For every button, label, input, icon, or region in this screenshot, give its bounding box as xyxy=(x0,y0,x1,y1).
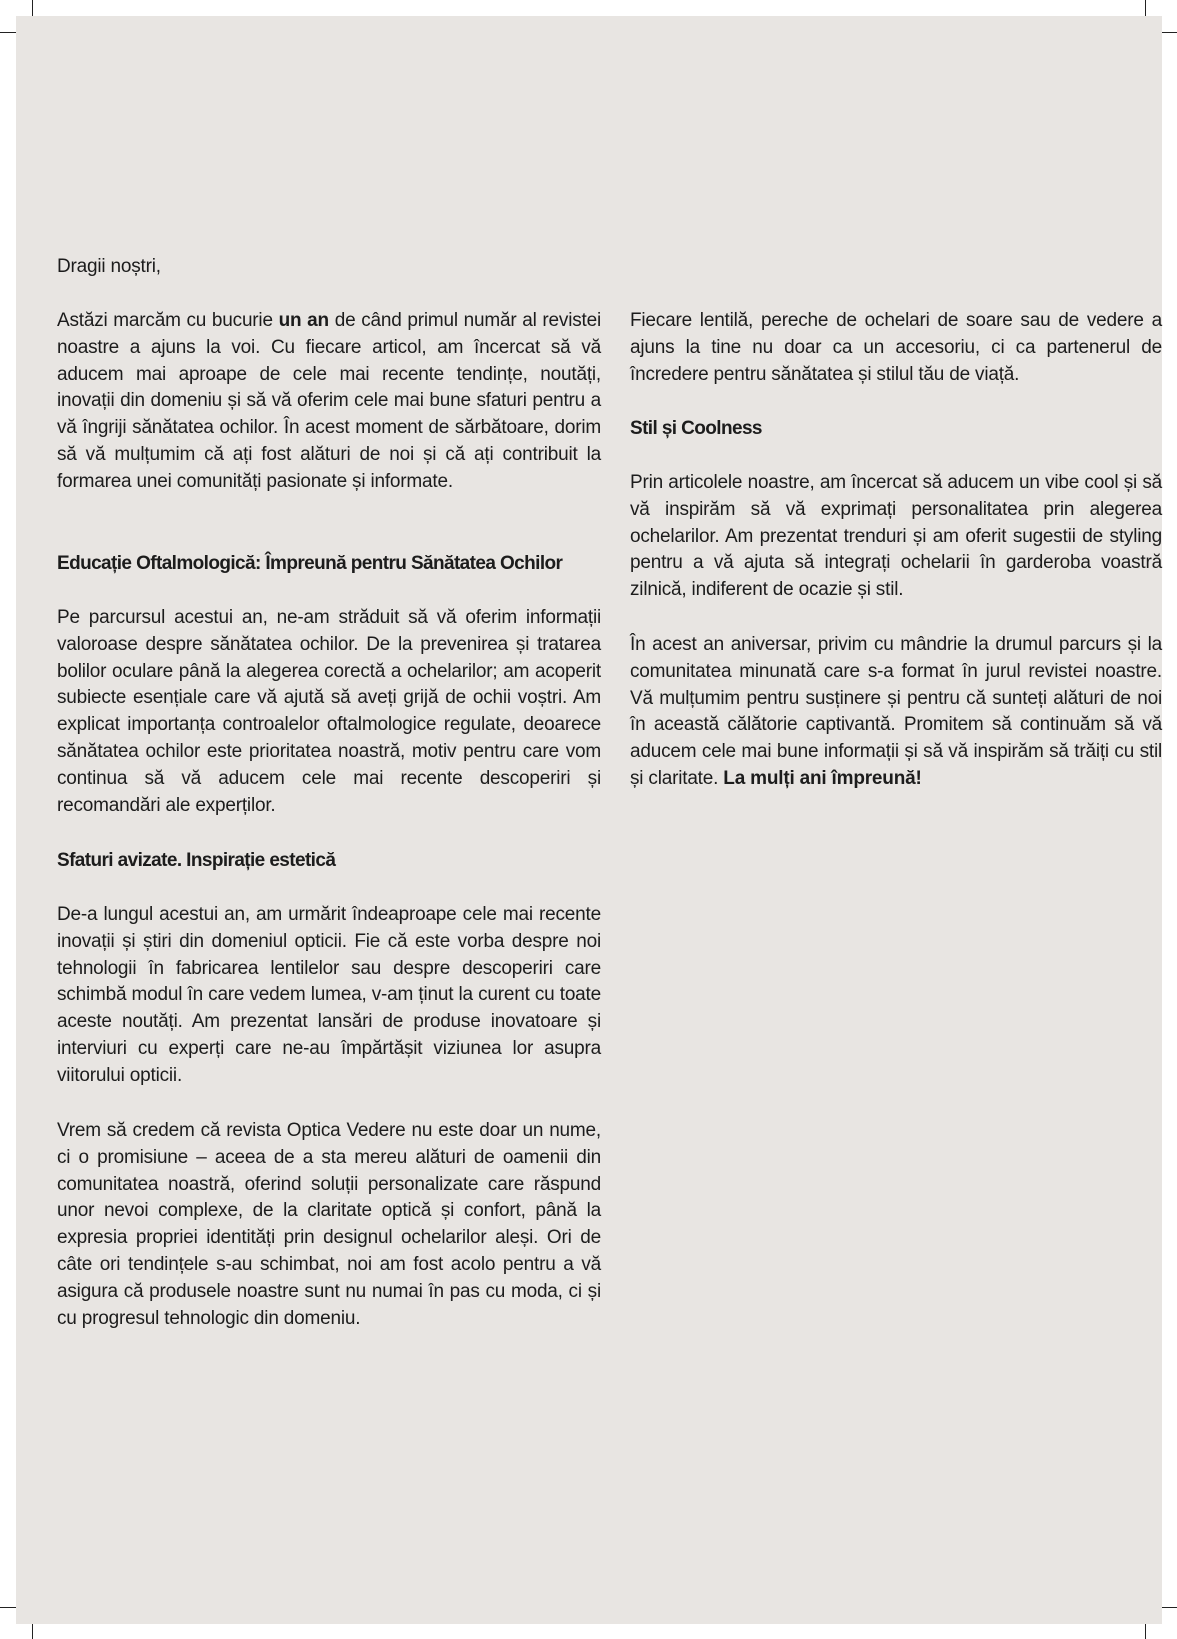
crop-mark-bottom-left-h xyxy=(0,1607,16,1608)
intro-text-start: Astăzi marcăm cu bucurie xyxy=(57,310,279,331)
right-intro-paragraph: Fiecare lentilă, pereche de ochelari de soare sau de vedere a ajuns la tine nu doar ca un accesoriu, ci ca partenerul de încredere pentru sănătatea și stilul tău de viață. xyxy=(630,310,1162,385)
intro-paragraph xyxy=(57,308,601,496)
crop-mark-top-right-v xyxy=(1145,0,1146,16)
closing-paragraph-left: Vrem să credem că revista Optica Vedere nu este doar un nume, ci o promisiune – aceea de a sta mereu alături de oamenii din comunitatea noastră, oferind soluții personalizate care răspund unor nevoi complexe, de la claritate optică și confort, până la expresia propriei identități prin designul ochelarilor aleși. Ori de câte ori tendințele s-au schimbat, noi am fost acolo pentru a vă asigura că produsele noastre sunt nu numai în pas cu moda, ci și cu progresul tehnologic din domeniu. xyxy=(57,1120,601,1329)
greeting: Dragii noștri, xyxy=(57,256,161,277)
magazine-page xyxy=(16,16,1162,1624)
closing-signoff: La mulți ani împreună! xyxy=(723,767,922,789)
intro-highlight: un an xyxy=(278,310,329,331)
crop-mark-bottom-left-v xyxy=(32,1623,33,1639)
section-heading-advice: Sfaturi avizate. Inspirație estetică xyxy=(57,850,336,871)
section-heading-education: Educație Oftalmologică: Împreună pentru Sănătatea Ochilor xyxy=(57,553,563,574)
section-body-style: Prin articolele noastre, am încercat să aducem un vibe cool și să vă inspirăm să vă exprimați personalitatea prin alegerea ochelarilor. Am prezentat trenduri și am oferit sugestii de styling pentru a vă ajuta să integrați ochelarii în garderoba voastră zilnică, indiferent de ocazie și stil. xyxy=(630,472,1162,601)
section-body-advice: De-a lungul acestui an, am urmărit îndeaproape cele mai recente inovații și știri din domeniul opticii. Fie că este vorba despre noi tehnologii în fabricarea lentilelor sau despre descoperiri care schimbă modul în care vedem lumea, v-am ținut la curent cu toate aceste noutăți. Am prezentat lansări de produse inovatoare și interviuri cu experți care ne-au împărtășit viziunea lor asupra viitorului opticii. xyxy=(57,904,601,1086)
closing-right-text: În acest an aniversar, privim cu mândrie la drumul parcurs și la comunitatea minunată care s-a format în jurul revistei noastre. Vă mulțumim pentru susținere și pentru că sunteți alături de noi în această călătorie captivantă. Promitem să continuăm să vă aducem cele mai bune informații și să vă inspirăm să trăiți cu stil și claritate. xyxy=(630,634,1162,789)
closing-paragraph-right xyxy=(630,632,1162,793)
crop-mark-top-left-h xyxy=(0,32,16,33)
crop-mark-bottom-right-v xyxy=(1145,1623,1146,1639)
section-heading-style: Stil și Coolness xyxy=(630,418,762,439)
intro-text-end: de când primul număr al revistei noastre a ajuns la voi. Cu fiecare articol, am încercat să vă aducem mai aproape de cele mai recente tendințe, noutăți, inovații din domeniu și să vă oferim cele mai bune sfaturi pentru a vă îngriji sănătatea ochilor. În acest moment de sărbătoare, dorim să vă mulțumim că ați fost alături de noi și că ați contribuit la formarea unei comunități pasionate și informate. xyxy=(57,310,602,492)
crop-mark-bottom-right-h xyxy=(1161,1607,1177,1608)
crop-mark-top-right-h xyxy=(1161,32,1177,33)
section-body-education: Pe parcursul acestui an, ne-am străduit să vă oferim informații valoroase despre sănătatea ochilor. De la prevenirea și tratarea bolilor oculare până la alegerea corectă a ochelarilor; am acoperit subiecte esențiale care vă ajută să aveți grijă de ochii voștri. Am explicat importanța controalelor oftalmologice regulate, deoarece sănătatea ochilor este prioritatea noastră, motiv pentru care vom continua să vă aducem cele mai recente descoperiri și recomandări ale experților. xyxy=(57,607,601,816)
crop-mark-top-left-v xyxy=(32,0,33,16)
